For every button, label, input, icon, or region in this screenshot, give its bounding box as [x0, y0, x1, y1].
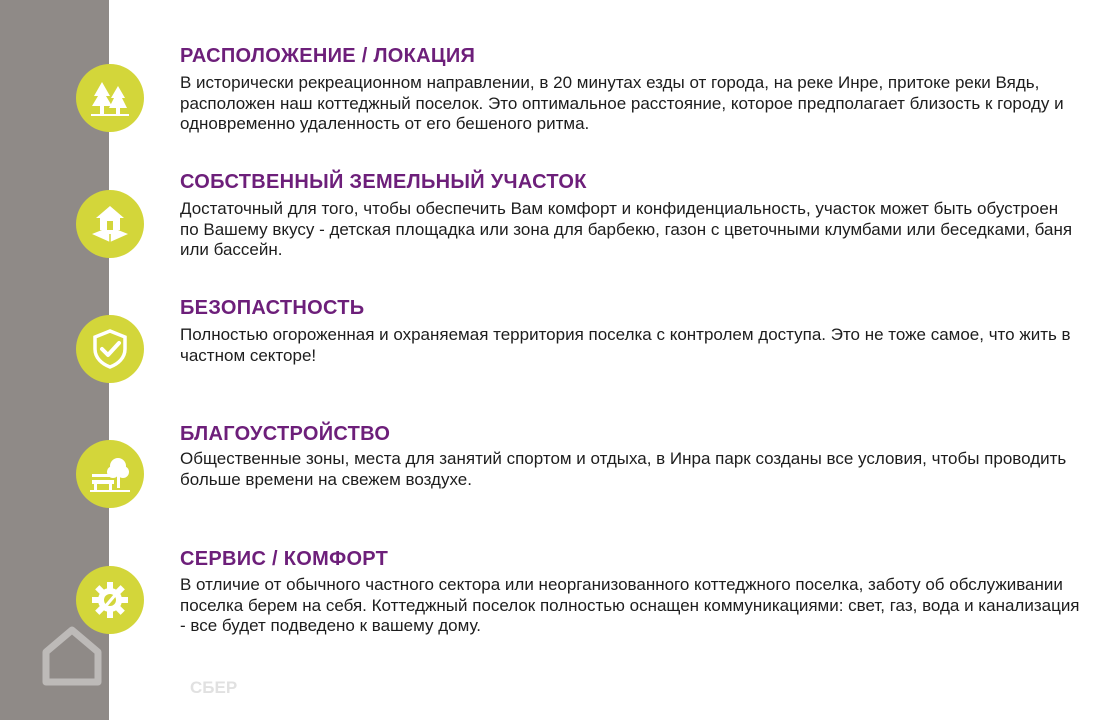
section-text: Достаточный для того, чтобы обеспечить Вам комфорт и конфиденциальность, участок может быть обустроен по Вашему вкусу - детская площадка или зона для барбекю, газон с цветочными клумбами или беседками, баня или бассейн.	[180, 199, 1073, 259]
section-text: Полностью огороженная и охраняемая территория поселка с контролем доступа. Это не тоже самое, что жить в частном секторе!	[180, 325, 1071, 365]
gear-wrench-icon	[76, 566, 144, 634]
section-text: Общественные зоны, места для занятий спортом и отдыха, в Инра парк созданы все условия, чтобы проводить больше времени на свежем воздухе.	[180, 449, 1067, 489]
section-title: РАСПОЛОЖЕНИЕ / ЛОКАЦИЯ	[180, 45, 476, 67]
watermark-logo-icon	[42, 626, 102, 691]
watermark-brand: ДомКлик	[110, 640, 268, 678]
shield-check-icon	[76, 315, 144, 383]
section-title: СОБСТВЕННЫЙ ЗЕМЕЛЬНЫЙ УЧАСТОК	[180, 171, 587, 193]
section-title: БЛАГОУСТРОЙСТВО	[180, 423, 391, 445]
watermark-sub: СБЕР	[190, 678, 238, 697]
bench-tree-icon	[76, 440, 144, 508]
house-plot-icon	[76, 190, 144, 258]
section-title: СЕРВИС / КОМФОРТ	[180, 548, 389, 570]
section-text: В отличие от обычного частного сектора или неорганизованного коттеджного поселка, заботу об обслуживании поселка берем на себя. Коттеджный поселок полностью оснащен коммуникациями: свет, газ, вода и канализация - все будет подведено к вашему дому.	[180, 575, 1080, 635]
forest-icon	[76, 64, 144, 132]
section-text: В исторически рекреационном направлении, в 20 минутах езды от города, на реке Инре, притоке реки Вядь, расположен наш коттеджный поселок. Это оптимальное расстояние, которое предполагает близость к городу и одновременно удаленность от его бешеного ритма.	[180, 73, 1064, 133]
section-title: БЕЗОПАСТНОСТЬ	[180, 297, 365, 319]
